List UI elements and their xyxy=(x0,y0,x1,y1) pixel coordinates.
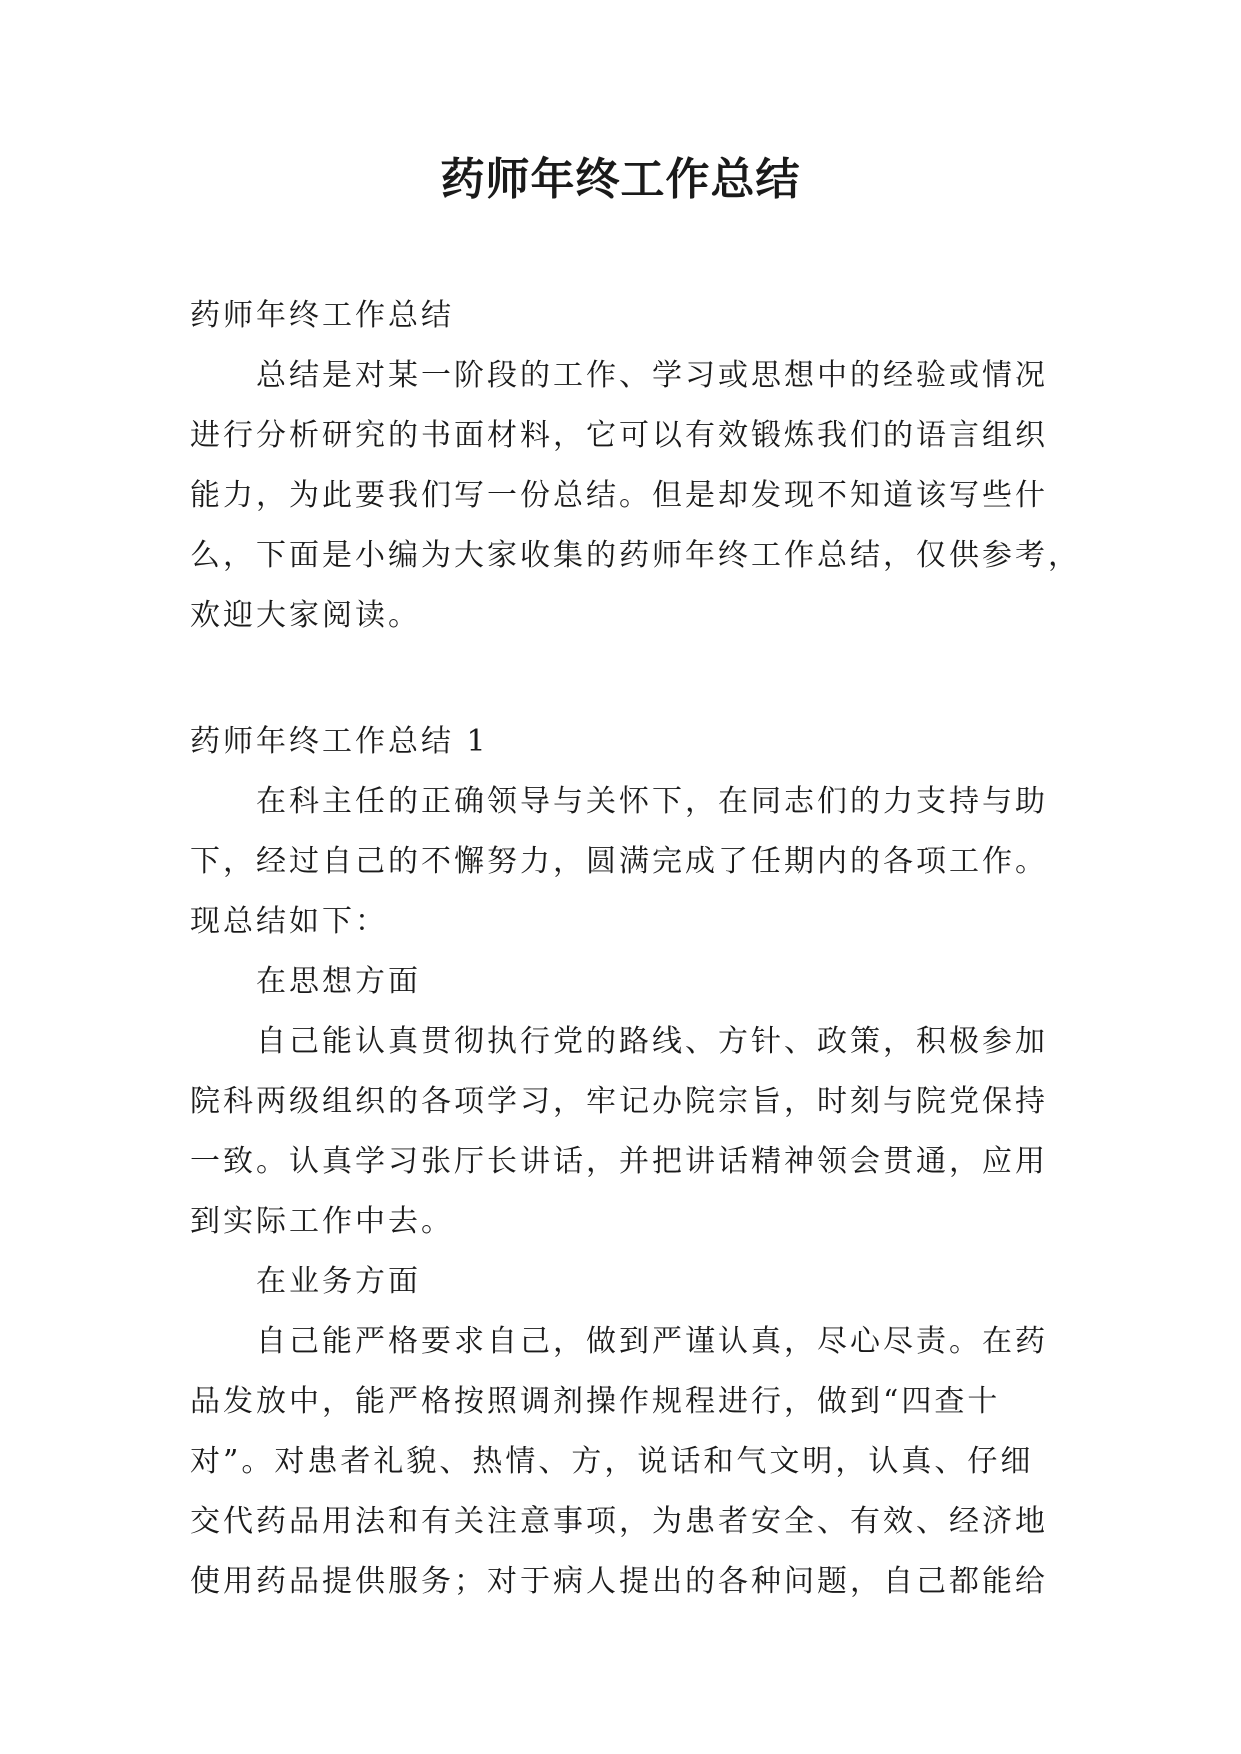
document-body xyxy=(190,286,1081,1612)
paragraph-line: 总结是对某一阶段的工作、学习或思想中的经验或情况 xyxy=(256,358,1048,393)
paragraph-line: 么，下面是小编为大家收集的药师年终工作总结，仅供参考， xyxy=(190,538,1081,573)
paragraph-line: 下，经过自己的不懈努力，圆满完成了任期内的各项工作。 xyxy=(190,844,1048,879)
paragraph-line: 欢迎大家阅读。 xyxy=(190,598,421,633)
paragraph-line: 能力，为此要我们写一份总结。但是却发现不知道该写些什 xyxy=(190,478,1048,513)
section-spacer xyxy=(190,646,1050,712)
paragraph-line: 对”。对患者礼貌、热情、方，说话和气文明，认真、仔细 xyxy=(190,1444,1034,1479)
paragraph-line: 在科主任的正确领导与关怀下，在同志们的力支持与助 xyxy=(256,784,1048,819)
paragraph-line: 一致。认真学习张厅长讲话，并把讲话精神领会贯通，应用 xyxy=(190,1144,1048,1179)
paragraph-line: 院科两级组织的各项学习，牢记办院宗旨，时刻与院党保持 xyxy=(190,1084,1048,1119)
section-heading: 药师年终工作总结 1 xyxy=(190,724,489,759)
sub-heading: 在思想方面 xyxy=(256,964,421,999)
paragraph-line: 品发放中，能严格按照调剂操作规程进行，做到“四查十 xyxy=(190,1384,1001,1419)
section-heading: 药师年终工作总结 xyxy=(190,298,454,333)
paragraph-line: 自己能认真贯彻执行党的路线、方针、政策，积极参加 xyxy=(256,1024,1048,1059)
document-title: 药师年终工作总结 xyxy=(440,154,801,205)
sub-heading: 在业务方面 xyxy=(256,1264,421,1299)
paragraph-line: 使用药品提供服务；对于病人提出的各种问题，自己都能给 xyxy=(190,1564,1048,1599)
paragraph-line: 到实际工作中去。 xyxy=(190,1204,454,1239)
paragraph-line: 现总结如下： xyxy=(190,904,388,939)
paragraph-line: 交代药品用法和有关注意事项，为患者安全、有效、经济地 xyxy=(190,1504,1048,1539)
paragraph-line: 自己能严格要求自己，做到严谨认真，尽心尽责。在药 xyxy=(256,1324,1048,1359)
paragraph-line: 进行分析研究的书面材料，它可以有效锻炼我们的语言组织 xyxy=(190,418,1048,453)
